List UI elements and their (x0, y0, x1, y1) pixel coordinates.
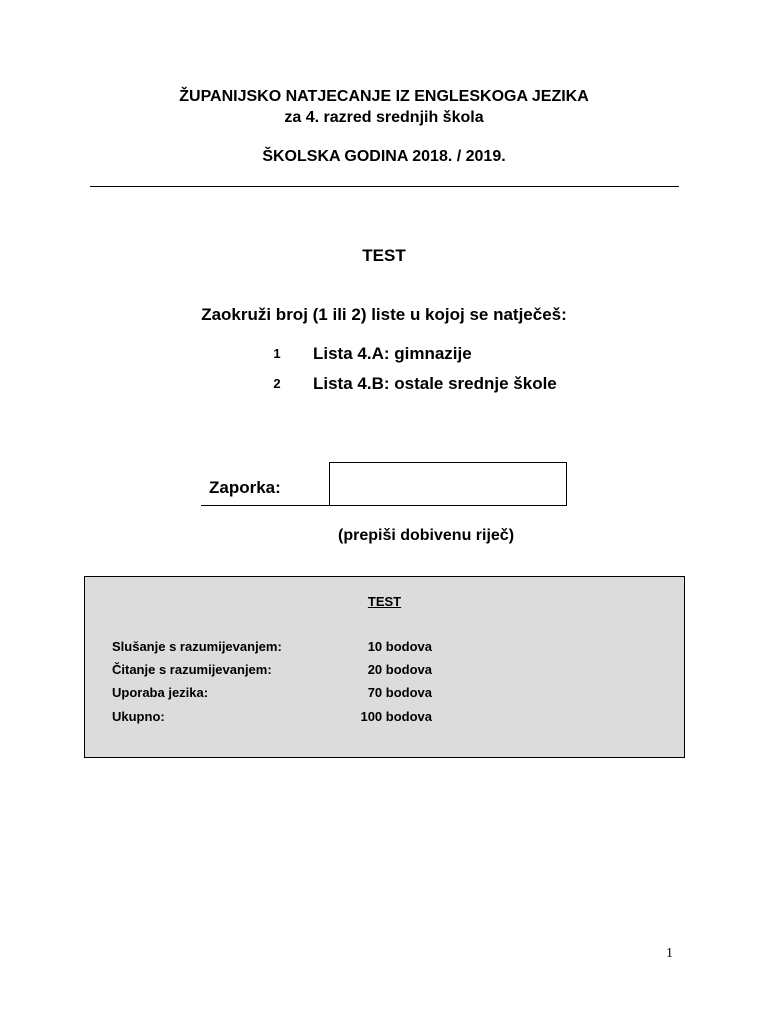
score-table (84, 576, 685, 758)
score-category: Ukupno: (112, 709, 165, 724)
score-table-title: TEST (367, 594, 402, 609)
score-row (112, 685, 432, 703)
competition-title: ŽUPANIJSKO NATJECANJE IZ ENGLESKOGA JEZIKA (179, 88, 589, 105)
score-category: Slušanje s razumijevanjem: (112, 639, 282, 654)
header-divider (90, 186, 679, 187)
score-category: Uporaba jezika: (112, 685, 209, 700)
score-row (112, 639, 432, 657)
password-field[interactable] (329, 462, 567, 506)
score-row (112, 709, 432, 727)
password-hint: (prepiši dobivenu riječ) (338, 527, 515, 544)
page-number: 1 (666, 946, 673, 961)
grade-subtitle: za 4. razred srednjih škola (284, 109, 484, 126)
score-row (112, 662, 432, 680)
score-points: 10 bodova (367, 639, 432, 654)
test-heading: TEST (362, 246, 406, 265)
score-points: 70 bodova (367, 685, 432, 700)
score-category: Čitanje s razumijevanjem: (112, 662, 272, 677)
option-number-1[interactable]: 1 (273, 346, 281, 361)
score-points: 100 bodova (360, 709, 432, 724)
score-points: 20 bodova (367, 662, 432, 677)
option-label-2: Lista 4.B: ostale srednje škole (313, 374, 557, 393)
school-year: ŠKOLSKA GODINA 2018. / 2019. (262, 148, 506, 165)
password-underline (201, 505, 566, 506)
option-number-2[interactable]: 2 (273, 376, 281, 391)
instruction-text: Zaokruži broj (1 ili 2) liste u kojoj se natječeš: (201, 305, 567, 324)
password-label: Zaporka: (209, 478, 281, 497)
option-label-1: Lista 4.A: gimnazije (313, 344, 472, 363)
